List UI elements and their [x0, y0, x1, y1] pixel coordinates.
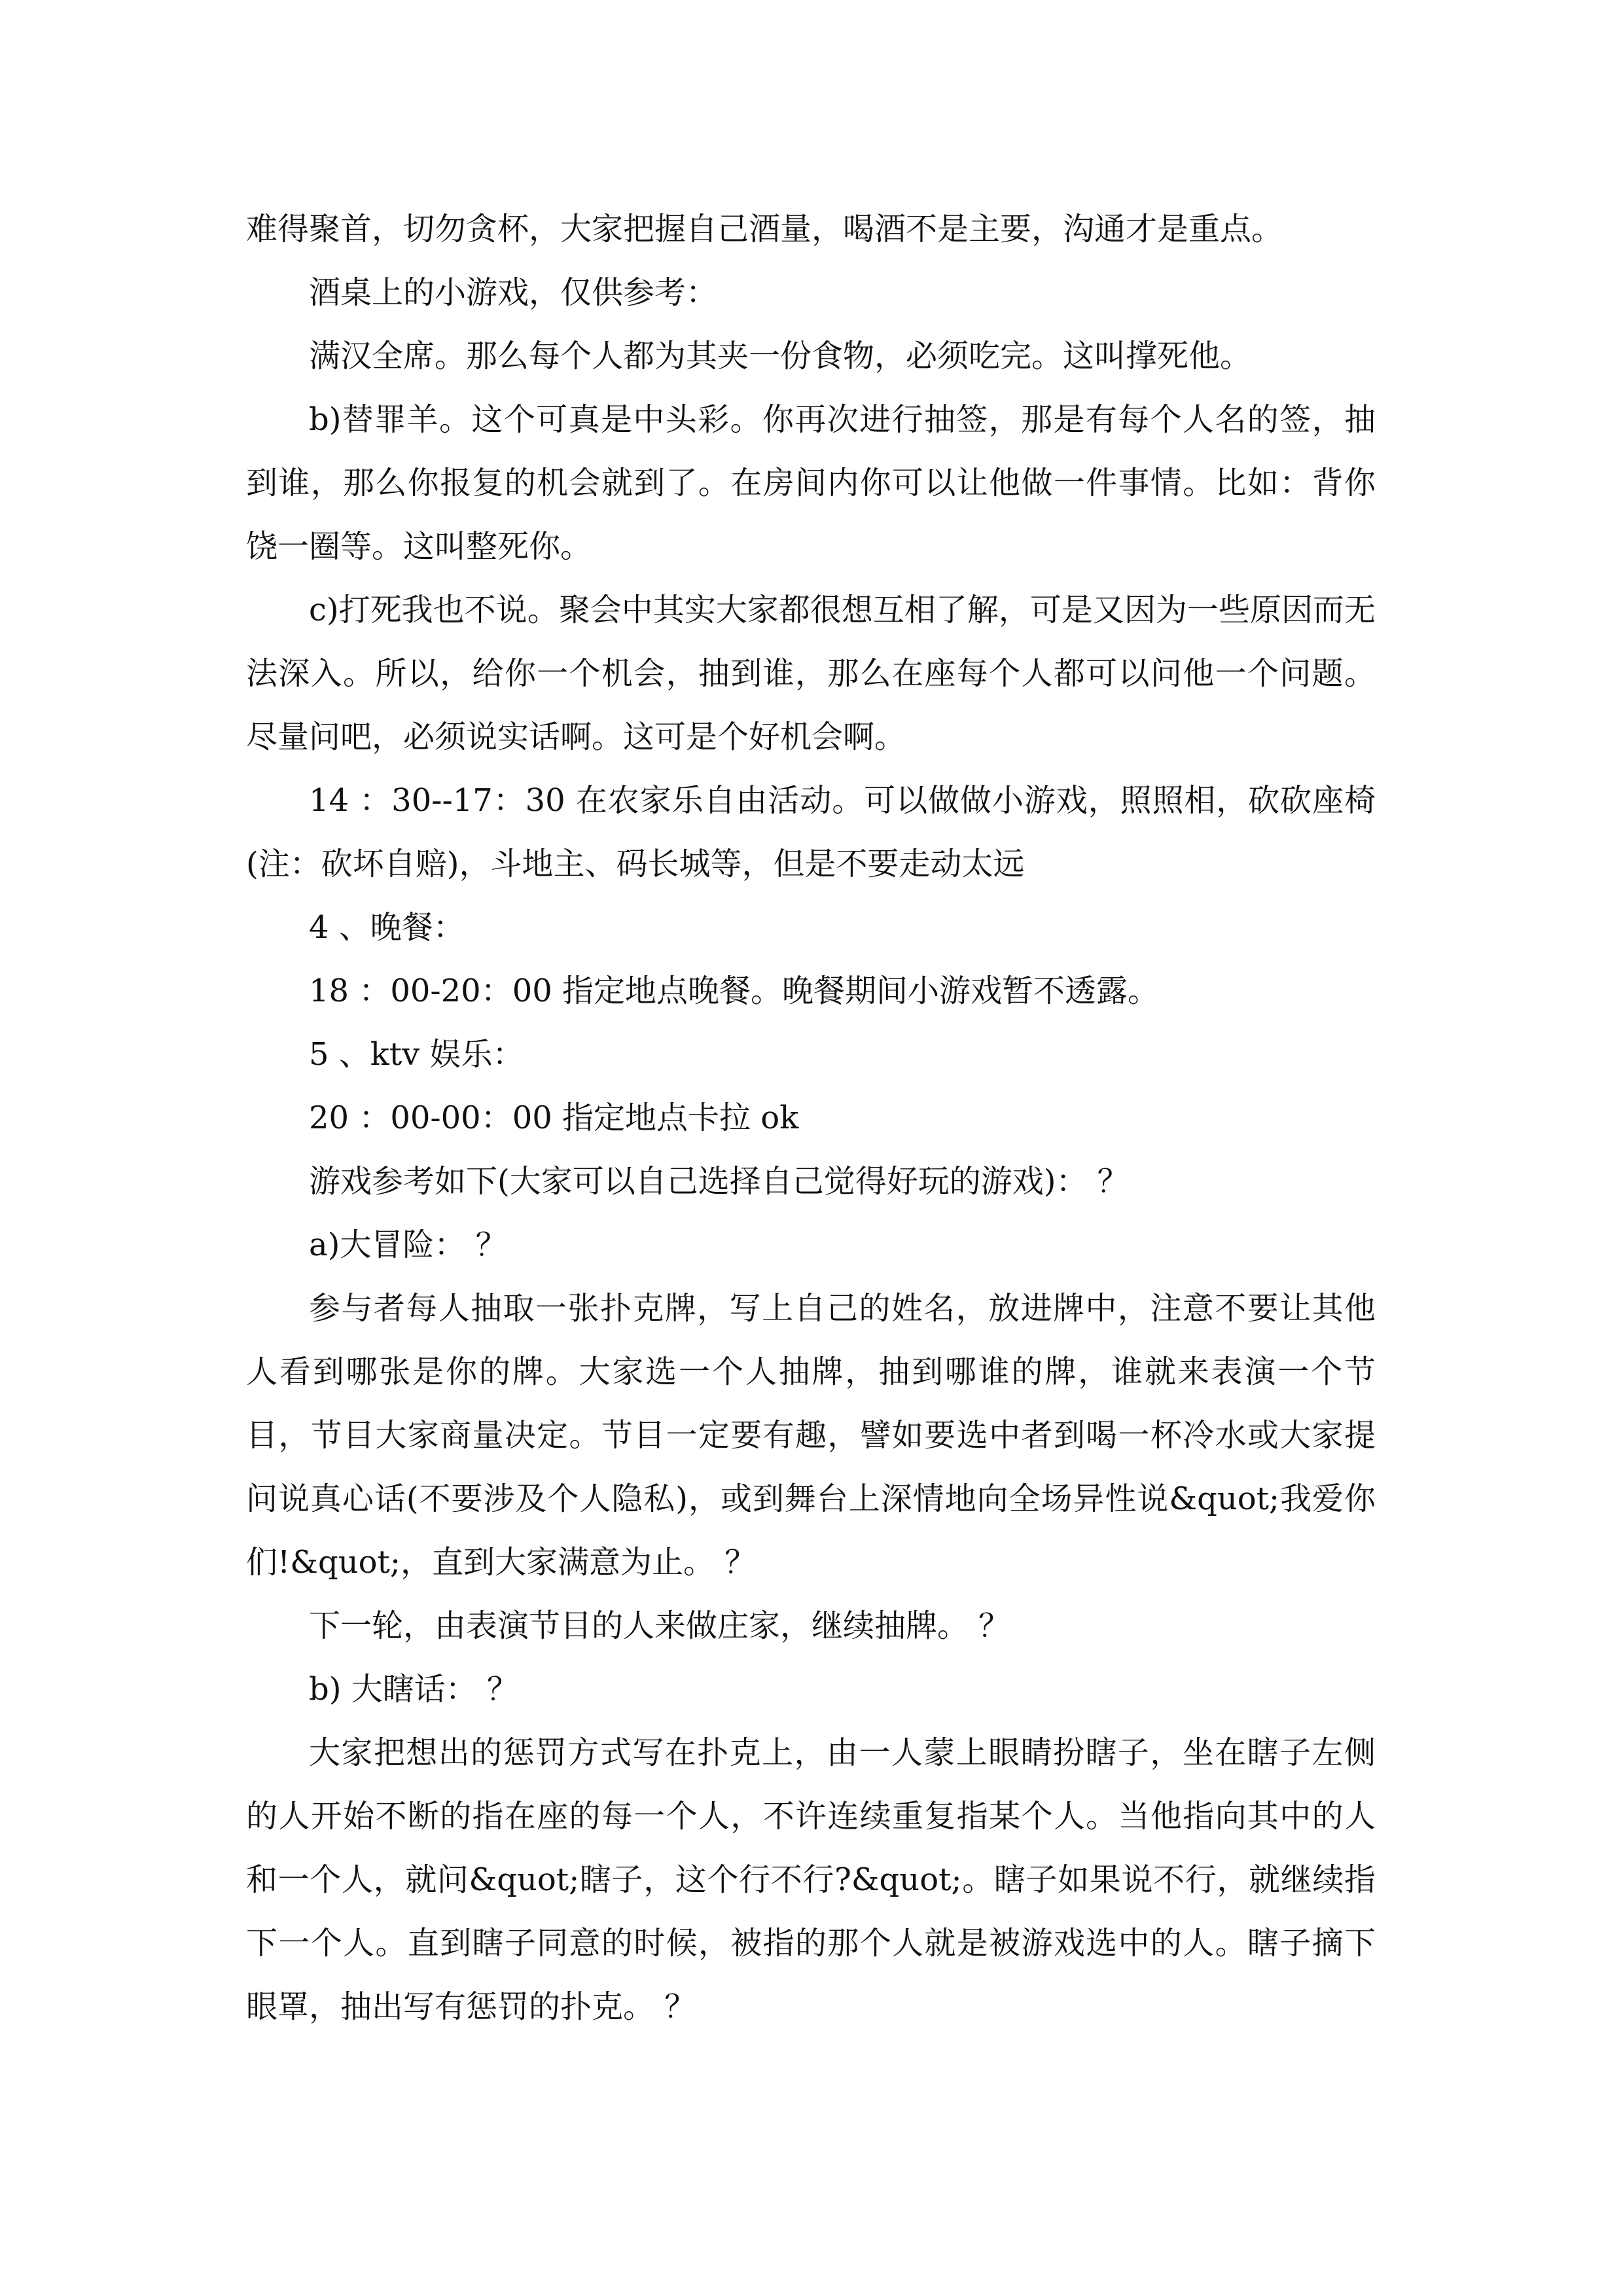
document-body: [246, 198, 1376, 2039]
paragraph-3: 满汉全席。那么每个人都为其夹一份食物，必须吃完。这叫撑死他。: [309, 338, 1252, 374]
paragraph-9: 5 、ktv 娱乐：: [309, 1036, 524, 1073]
paragraph-12: a)大冒险： ？: [309, 1227, 507, 1263]
paragraph-10: 20 ：00-00：00 指定地点卡拉 ok: [309, 1100, 799, 1136]
paragraph-11: 游戏参考如下(大家可以自己选择自己觉得好玩的游戏)： ？: [309, 1163, 1129, 1200]
paragraph-1: 难得聚首，切勿贪杯，大家把握自己酒量，喝酒不是主要，沟通才是重点。: [246, 211, 1283, 247]
paragraph-7: 4 、晚餐：: [309, 909, 465, 946]
paragraph-6: 14 ：30--17：30 在农家乐自由活动。可以做做小游戏，照照相，砍砍座椅(注：砍坏自赔)，斗地主、码长城等，但是不要走动太远: [246, 782, 1376, 882]
paragraph-16: 大家把想出的惩罚方式写在扑克上，由一人蒙上眼睛扮瞎子，坐在瞎子左侧的人开始不断的指在座的每一个人，不许连续重复指某个人。当他指向其中的人和一个人，就问&quot;瞎子，这个行不行?&quot;。瞎子如果说不行，就继续指下一个人。直到瞎子同意的时候，被指的那个人就是被游戏选中的人。瞎子摘下眼罩，抽出写有惩罚的扑克。 ？: [246, 1734, 1376, 2025]
paragraph-2: 酒桌上的小游戏，仅供参考：: [309, 274, 718, 311]
paragraph-13: 参与者每人抽取一张扑克牌，写上自己的姓名，放进牌中，注意不要让其他人看到哪张是你的牌。大家选一个人抽牌，抽到哪谁的牌，谁就来表演一个节目，节目大家商量决定。节目一定要有趣，譬如要选中者到喝一杯冷水或大家提问说真心话(不要涉及个人隐私)，或到舞台上深情地向全场异性说&quot;我爱你们!&quot;，直到大家满意为止。 ？: [246, 1290, 1376, 1581]
paragraph-15: b) 大瞎话： ？: [309, 1671, 518, 1708]
paragraph-5: c)打死我也不说。聚会中其实大家都很想互相了解，可是又因为一些原因而无法深入。所以，给你一个机会，抽到谁，那么在座每个人都可以问他一个问题。尽量问吧，必须说实话啊。这可是个好机会啊。: [246, 592, 1376, 755]
paragraph-4: b)替罪羊。这个可真是中头彩。你再次进行抽签，那是有每个人名的签，抽到谁，那么你报复的机会就到了。在房间内你可以让他做一件事情。比如：背你饶一圈等。这叫整死你。: [246, 401, 1376, 565]
paragraph-14: 下一轮，由表演节目的人来做庄家，继续抽牌。 ？: [309, 1607, 1010, 1644]
paragraph-8: 18 ：00-20：00 指定地点晚餐。晚餐期间小游戏暂不透露。: [309, 973, 1160, 1009]
